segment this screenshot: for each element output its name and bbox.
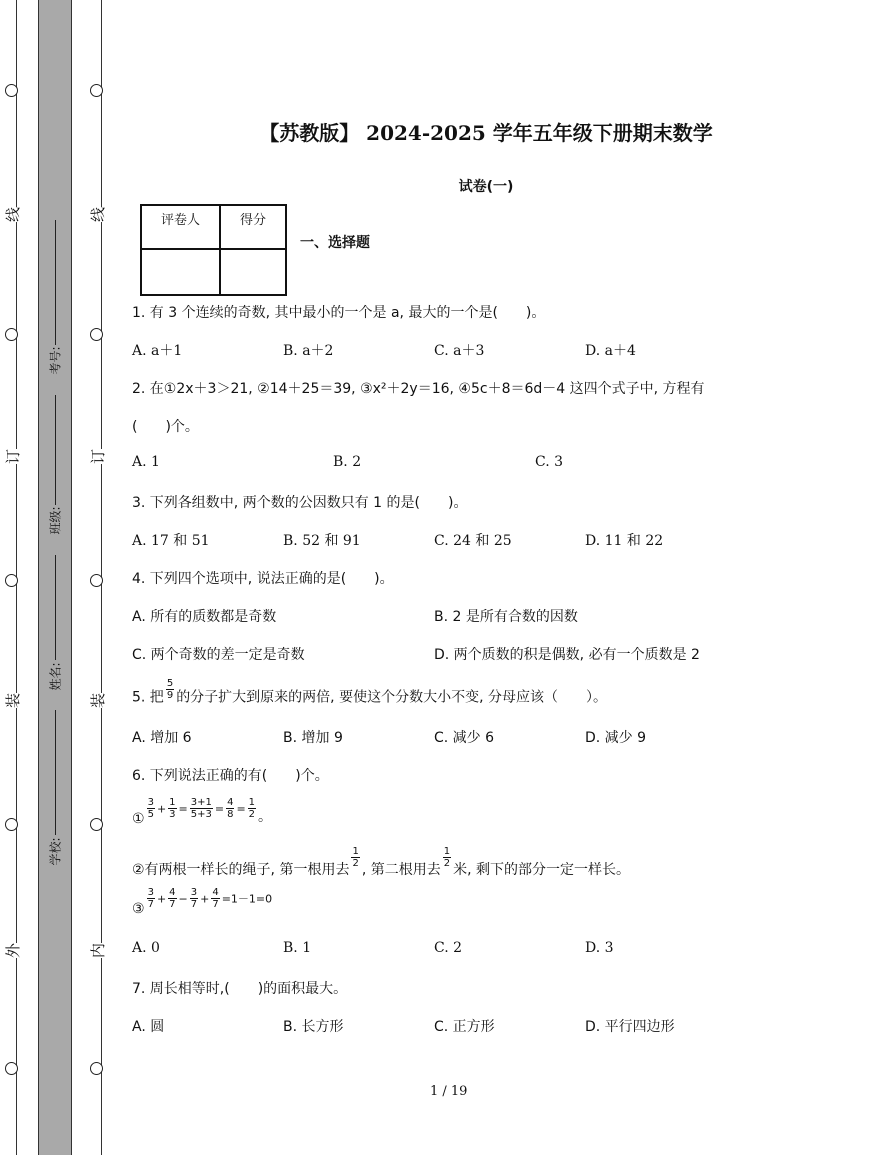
option[interactable]: A. 增加 6 bbox=[132, 730, 192, 746]
margin-char: 线 bbox=[89, 206, 108, 223]
margin-char: 装 bbox=[4, 692, 23, 709]
option[interactable]: C. 两个奇数的差一定是奇数 bbox=[132, 647, 305, 663]
option[interactable]: B. 52 和 91 bbox=[283, 533, 361, 549]
binding-hole bbox=[5, 328, 18, 341]
option[interactable]: C. 减少 6 bbox=[434, 730, 495, 746]
option[interactable]: A. a＋1 bbox=[132, 343, 183, 359]
margin-char: 装 bbox=[89, 692, 108, 709]
option[interactable]: A. 圆 bbox=[132, 1019, 165, 1035]
class-field[interactable]: 班级: bbox=[48, 506, 63, 535]
question-1: 1. 有 3 个连续的奇数, 其中最小的一个是 a, 最大的一个是( )。 bbox=[132, 305, 546, 321]
option[interactable]: D. 平行四边形 bbox=[585, 1019, 675, 1035]
score-header: 得分 bbox=[220, 205, 286, 249]
option[interactable]: A. 0 bbox=[132, 940, 160, 956]
binding-hole bbox=[90, 328, 103, 341]
option[interactable]: C. a＋3 bbox=[434, 343, 485, 359]
binding-hole bbox=[90, 574, 103, 587]
question-5: 5. 把 $\frac{5}{9}$ 的分子扩大到原来的两倍, 要使这个分数大小不变, 分母应该（ ）。 bbox=[132, 678, 607, 706]
statement-1: ① $\frac{3}{5}$ + $\frac{1}{3}$ = $\frac{3+1}{5+3}$ = $\frac{4}{8}$ = $\frac{1}{2}$ 。 bbox=[132, 797, 273, 827]
binding-hole bbox=[5, 574, 18, 587]
question-3: 3. 下列各组数中, 两个数的公因数只有 1 的是( )。 bbox=[132, 495, 468, 511]
option[interactable]: B. 2 是所有合数的因数 bbox=[434, 609, 578, 625]
field-underline bbox=[55, 555, 56, 660]
statement-2: ②有两根一样长的绳子, 第一根用去 $\frac{1}{2}$ , 第二根用去 $\frac{1}{2}$ 米, 剩下的部分一定一样长。 bbox=[132, 846, 631, 878]
question-6: 6. 下列说法正确的有( )个。 bbox=[132, 768, 329, 784]
score-table bbox=[140, 204, 287, 296]
option[interactable]: C. 24 和 25 bbox=[434, 533, 512, 549]
option[interactable]: D. 3 bbox=[585, 940, 614, 956]
statement-3: ③ $\frac{3}{7}$ + $\frac{4}{7}$ − $\frac{3}{7}$ + $\frac{4}{7}$ =1－1=0 bbox=[132, 887, 273, 917]
exam-title: 【苏教版】 2024-2025 学年五年级下册期末数学 bbox=[259, 121, 713, 145]
option[interactable]: C. 正方形 bbox=[434, 1019, 495, 1035]
margin-char: 外 bbox=[4, 942, 23, 959]
field-underline bbox=[55, 710, 56, 835]
option[interactable]: D. a＋4 bbox=[585, 343, 636, 359]
name-field[interactable]: 姓名: bbox=[48, 662, 63, 691]
question-7: 7. 周长相等时,( )的面积最大。 bbox=[132, 981, 348, 997]
margin-char: 内 bbox=[89, 942, 108, 959]
margin-char: 订 bbox=[89, 448, 108, 465]
page-number: 1 / 19 bbox=[430, 1084, 468, 1099]
question-4: 4. 下列四个选项中, 说法正确的是( )。 bbox=[132, 571, 394, 587]
binding-hole bbox=[5, 818, 18, 831]
exam-number-field[interactable]: 考号: bbox=[48, 346, 63, 375]
margin-char: 线 bbox=[4, 206, 23, 223]
question-2-cont: ( )个。 bbox=[132, 419, 199, 435]
margin-char: 订 bbox=[4, 448, 23, 465]
option[interactable]: C. 3 bbox=[535, 454, 564, 470]
option[interactable]: D. 11 和 22 bbox=[585, 533, 664, 549]
question-2: 2. 在①2x＋3＞21, ②14＋25＝39, ③x²＋2y＝16, ④5c＋8＝6d－4 这四个式子中, 方程有 bbox=[132, 381, 705, 397]
field-underline bbox=[55, 220, 56, 345]
option[interactable]: A. 所有的质数都是奇数 bbox=[132, 609, 277, 625]
binding-hole bbox=[90, 1062, 103, 1075]
score-cell[interactable] bbox=[220, 249, 286, 295]
binding-hole bbox=[90, 84, 103, 97]
option[interactable]: A. 17 和 51 bbox=[132, 533, 210, 549]
binding-hole bbox=[5, 84, 18, 97]
section-title: 一、选择题 bbox=[300, 235, 370, 251]
field-underline bbox=[55, 395, 56, 505]
option[interactable]: B. 2 bbox=[333, 454, 362, 470]
grader-cell[interactable] bbox=[141, 249, 220, 295]
binding-hole bbox=[5, 1062, 18, 1075]
school-field[interactable]: 学校: bbox=[48, 837, 63, 866]
fraction: $\frac{5}{9}$ bbox=[166, 678, 174, 701]
option[interactable]: B. a＋2 bbox=[283, 343, 334, 359]
exam-subtitle: 试卷(一) bbox=[458, 179, 514, 195]
option[interactable]: A. 1 bbox=[132, 454, 160, 470]
option[interactable]: C. 2 bbox=[434, 940, 463, 956]
option[interactable]: B. 增加 9 bbox=[283, 730, 343, 746]
binding-hole bbox=[90, 818, 103, 831]
option[interactable]: B. 长方形 bbox=[283, 1019, 344, 1035]
option[interactable]: B. 1 bbox=[283, 940, 312, 956]
grader-header: 评卷人 bbox=[141, 205, 220, 249]
option[interactable]: D. 两个质数的积是偶数, 必有一个质数是 2 bbox=[434, 647, 700, 663]
option[interactable]: D. 减少 9 bbox=[585, 730, 647, 746]
